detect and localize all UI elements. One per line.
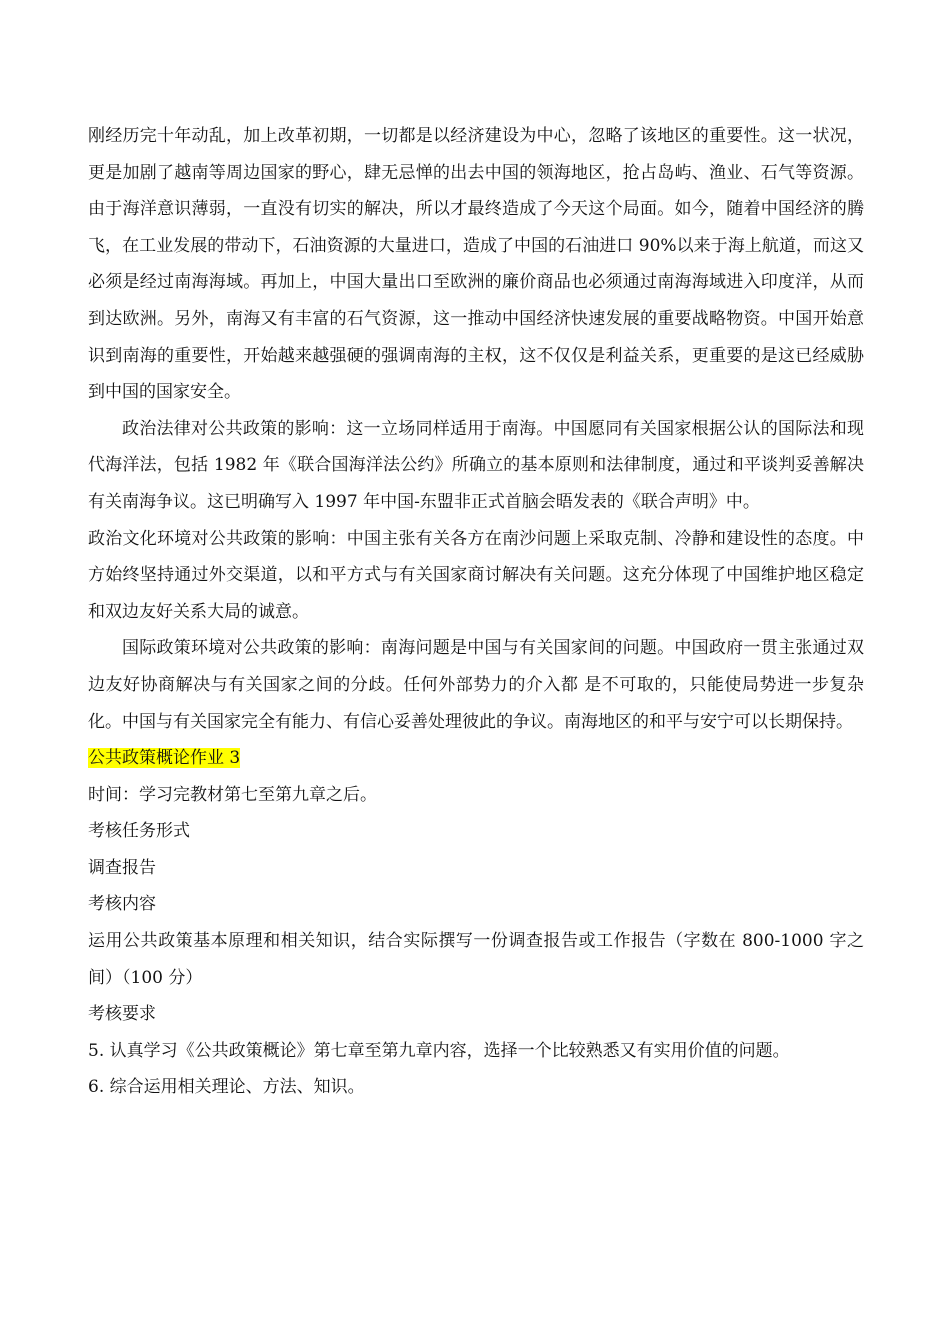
assignment-title-line: [88, 740, 864, 777]
form-value: 调查报告: [88, 857, 156, 878]
paragraph-political-law: 政治法律对公共政策的影响：这一立场同样适用于南海。中国愿同有关国家根据公认的国际法和现代海洋法，包括 1982 年《联合国海洋法公约》所确立的基本原则和法律制度，通过和平谈判妥善解决有关南海争议。这已明确写入 1997 年中国-东盟非正式首脑会晤发表的《联合声明》中。: [88, 418, 864, 512]
content-text: 运用公共政策基本原理和相关知识，结合实际撰写一份调查报告或工作报告（字数在 800-1000 字之间）（100 分）: [88, 931, 864, 988]
assignment-title: 公共政策概论作业 3: [88, 748, 241, 769]
content-heading: 考核内容: [88, 894, 156, 915]
requirements-heading: 考核要求: [88, 1004, 156, 1025]
document-body: [88, 118, 864, 1106]
paragraph-international-policy: 国际政策环境对公共政策的影响：南海问题是中国与有关国家间的问题。中国政府一贯主张通过双边友好协商解决与有关国家之间的分歧。任何外部势力的介入都 是不可取的，只能使局势进一步复杂化。中国与有关国家完全有能力、有信心妥善处理彼此的争议。南海地区的和平与安宁可以长期保持。: [88, 638, 864, 732]
paragraph-political-culture: 政治文化环境对公共政策的影响：中国主张有关各方在南沙问题上采取克制、冷静和建设性的态度。中方始终坚持通过外交渠道，以和平方式与有关国家商讨解决有关问题。这充分体现了中国维护地区稳定和双边友好关系大局的诚意。: [88, 528, 864, 622]
form-heading: 考核任务形式: [88, 821, 190, 842]
assignment-time: 时间：学习完教材第七至第九章之后。: [88, 784, 377, 805]
requirement-item-5: 5. 认真学习《公共政策概论》第七章至第九章内容，选择一个比较熟悉又有实用价值的问题。: [88, 1040, 790, 1061]
paragraph-south-china-sea-background: 刚经历完十年动乱，加上改革初期，一切都是以经济建设为中心，忽略了该地区的重要性。这一状况，更是加剧了越南等周边国家的野心，肆无忌惮的出去中国的领海地区，抢占岛屿、渔业、石气等资源。由于海洋意识薄弱，一直没有切实的解决，所以才最终造成了今天这个局面。如今，随着中国经济的腾飞，在工业发展的带动下，石油资源的大量进口，造成了中国的石油进口 90%以来于海上航道，而这又必须是经过南海海域。再加上，中国大量出口至欧洲的廉价商品也必须通过南海海域进入印度洋，从而到达欧洲。另外，南海又有丰富的石气资源，这一推动中国经济快速发展的重要战略物资。中国开始意识到南海的重要性，开始越来越强硬的强调南海的主权，这不仅仅是利益关系，更重要的是这已经威胁到中国的国家安全。: [88, 126, 864, 403]
requirement-item-6: 6. 综合运用相关理论、方法、知识。: [88, 1077, 365, 1098]
